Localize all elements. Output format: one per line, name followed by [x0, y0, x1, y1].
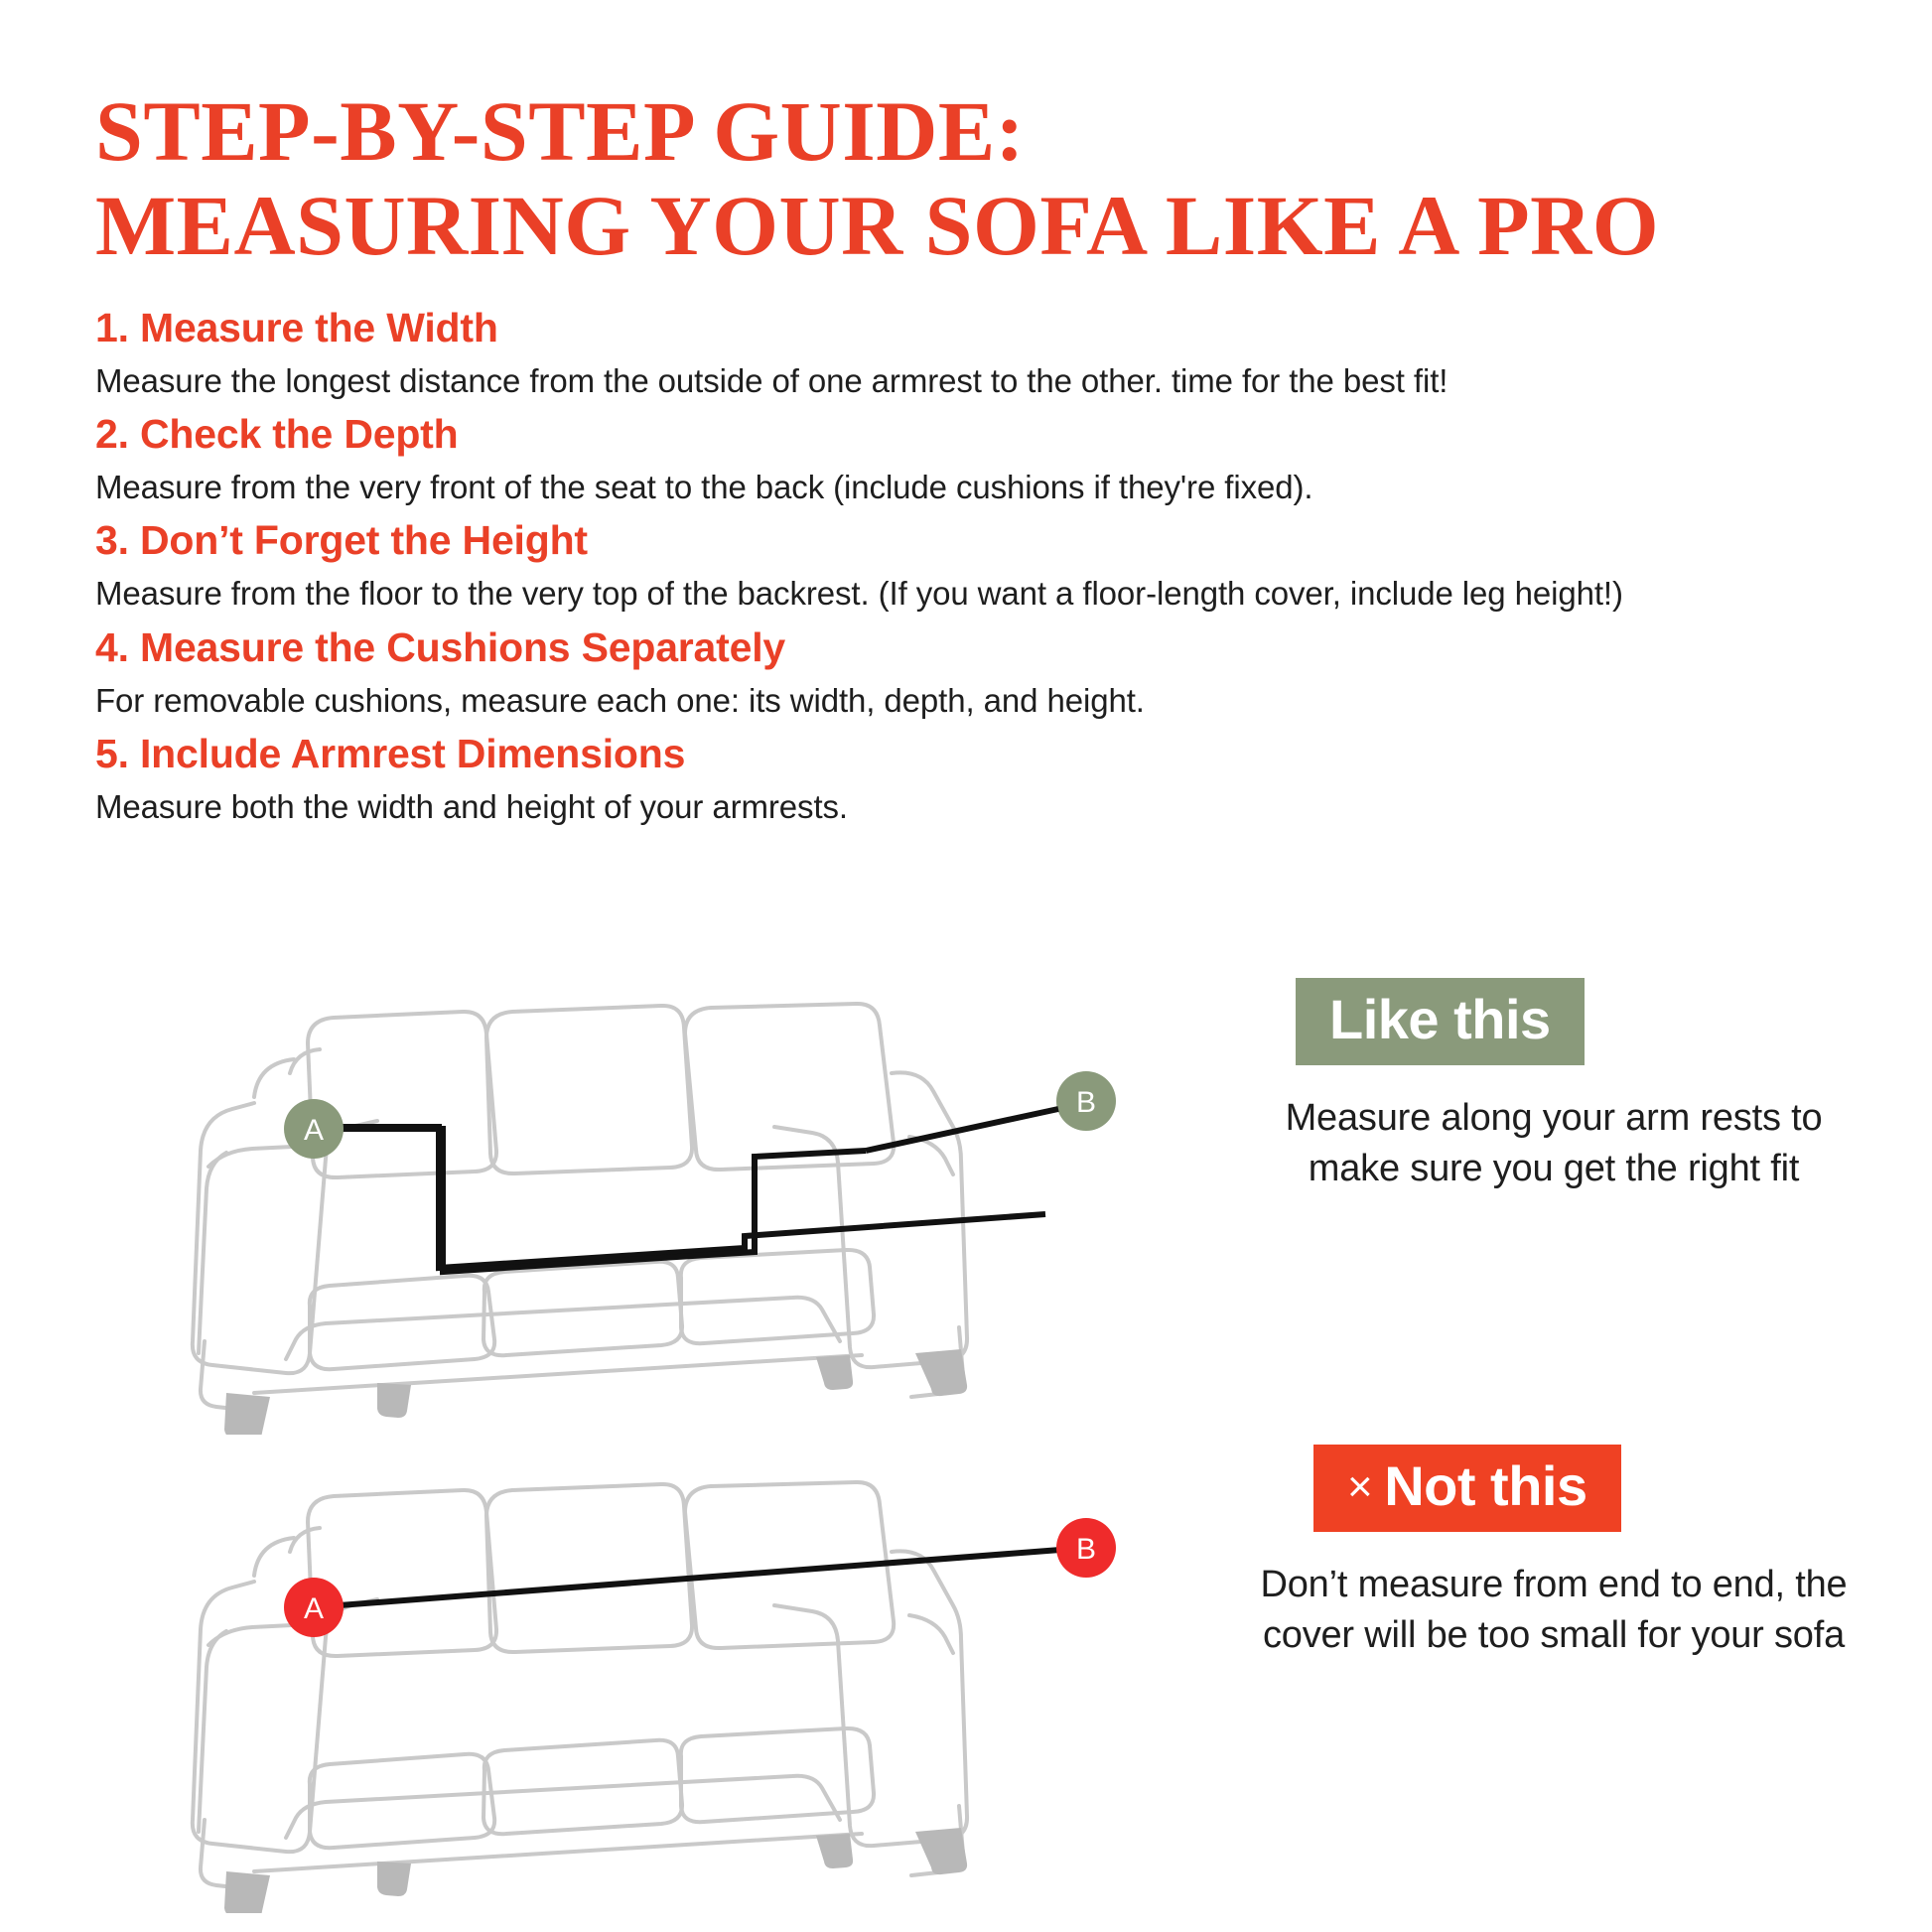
step-body: Measure both the width and height of your armrests. [95, 787, 848, 825]
step-item [95, 517, 1837, 614]
steps-list [0, 271, 1932, 827]
title-line-2: MEASURING YOUR SOFA LIKE A PRO [95, 178, 1660, 274]
step-item [95, 305, 1837, 401]
note-like-this [1236, 978, 1871, 1194]
step-body: For removable cushions, measure each one: its width, depth, and height. [95, 681, 1145, 719]
step-body: Measure the longest distance from the outside of one armrest to the other. time for the best fit! [95, 361, 1449, 399]
illustration-area [0, 978, 1932, 1931]
note-not-text: Don’t measure from end to end, the cover will be too small for your sofa [1260, 1564, 1848, 1656]
sofa-diagrams [60, 978, 1231, 1913]
close-icon: × [1347, 1462, 1373, 1511]
step-heading: 5. Include Armrest Dimensions [95, 730, 686, 776]
marker-a-label: A [303, 1592, 325, 1625]
page-title [0, 0, 1932, 274]
step-item [95, 731, 1837, 827]
step-heading: 2. Check the Depth [95, 411, 459, 458]
note-like-text: Measure along your arm rests to make sure you get the right fit [1285, 1097, 1823, 1189]
badge-not-this-label: Not this [1384, 1454, 1587, 1517]
marker-b-label: B [1075, 1086, 1097, 1119]
step-item [95, 624, 1837, 721]
step-heading: 3. Don’t Forget the Height [95, 517, 588, 564]
badge-not-this [1313, 1445, 1621, 1532]
step-body: Measure from the very front of the seat to the back (include cushions if they're fixed). [95, 469, 1313, 506]
badge-like-this: Like this [1296, 978, 1585, 1065]
step-heading: 1. Measure the Width [95, 304, 498, 350]
title-line-1: STEP-BY-STEP GUIDE: [95, 83, 1025, 179]
marker-a-label: A [303, 1114, 325, 1147]
note-not-this [1236, 1445, 1871, 1661]
step-body: Measure from the floor to the very top of the backrest. (If you want a floor-length cover, include leg height!) [95, 575, 1623, 613]
measure-line-end-to-end [314, 1548, 1086, 1607]
marker-b-label: B [1075, 1533, 1097, 1566]
step-item [95, 411, 1837, 507]
sofa-diagram-incorrect [60, 1456, 1231, 1913]
sofa-diagram-correct [60, 978, 1231, 1435]
step-heading: 4. Measure the Cushions Separately [95, 623, 786, 670]
